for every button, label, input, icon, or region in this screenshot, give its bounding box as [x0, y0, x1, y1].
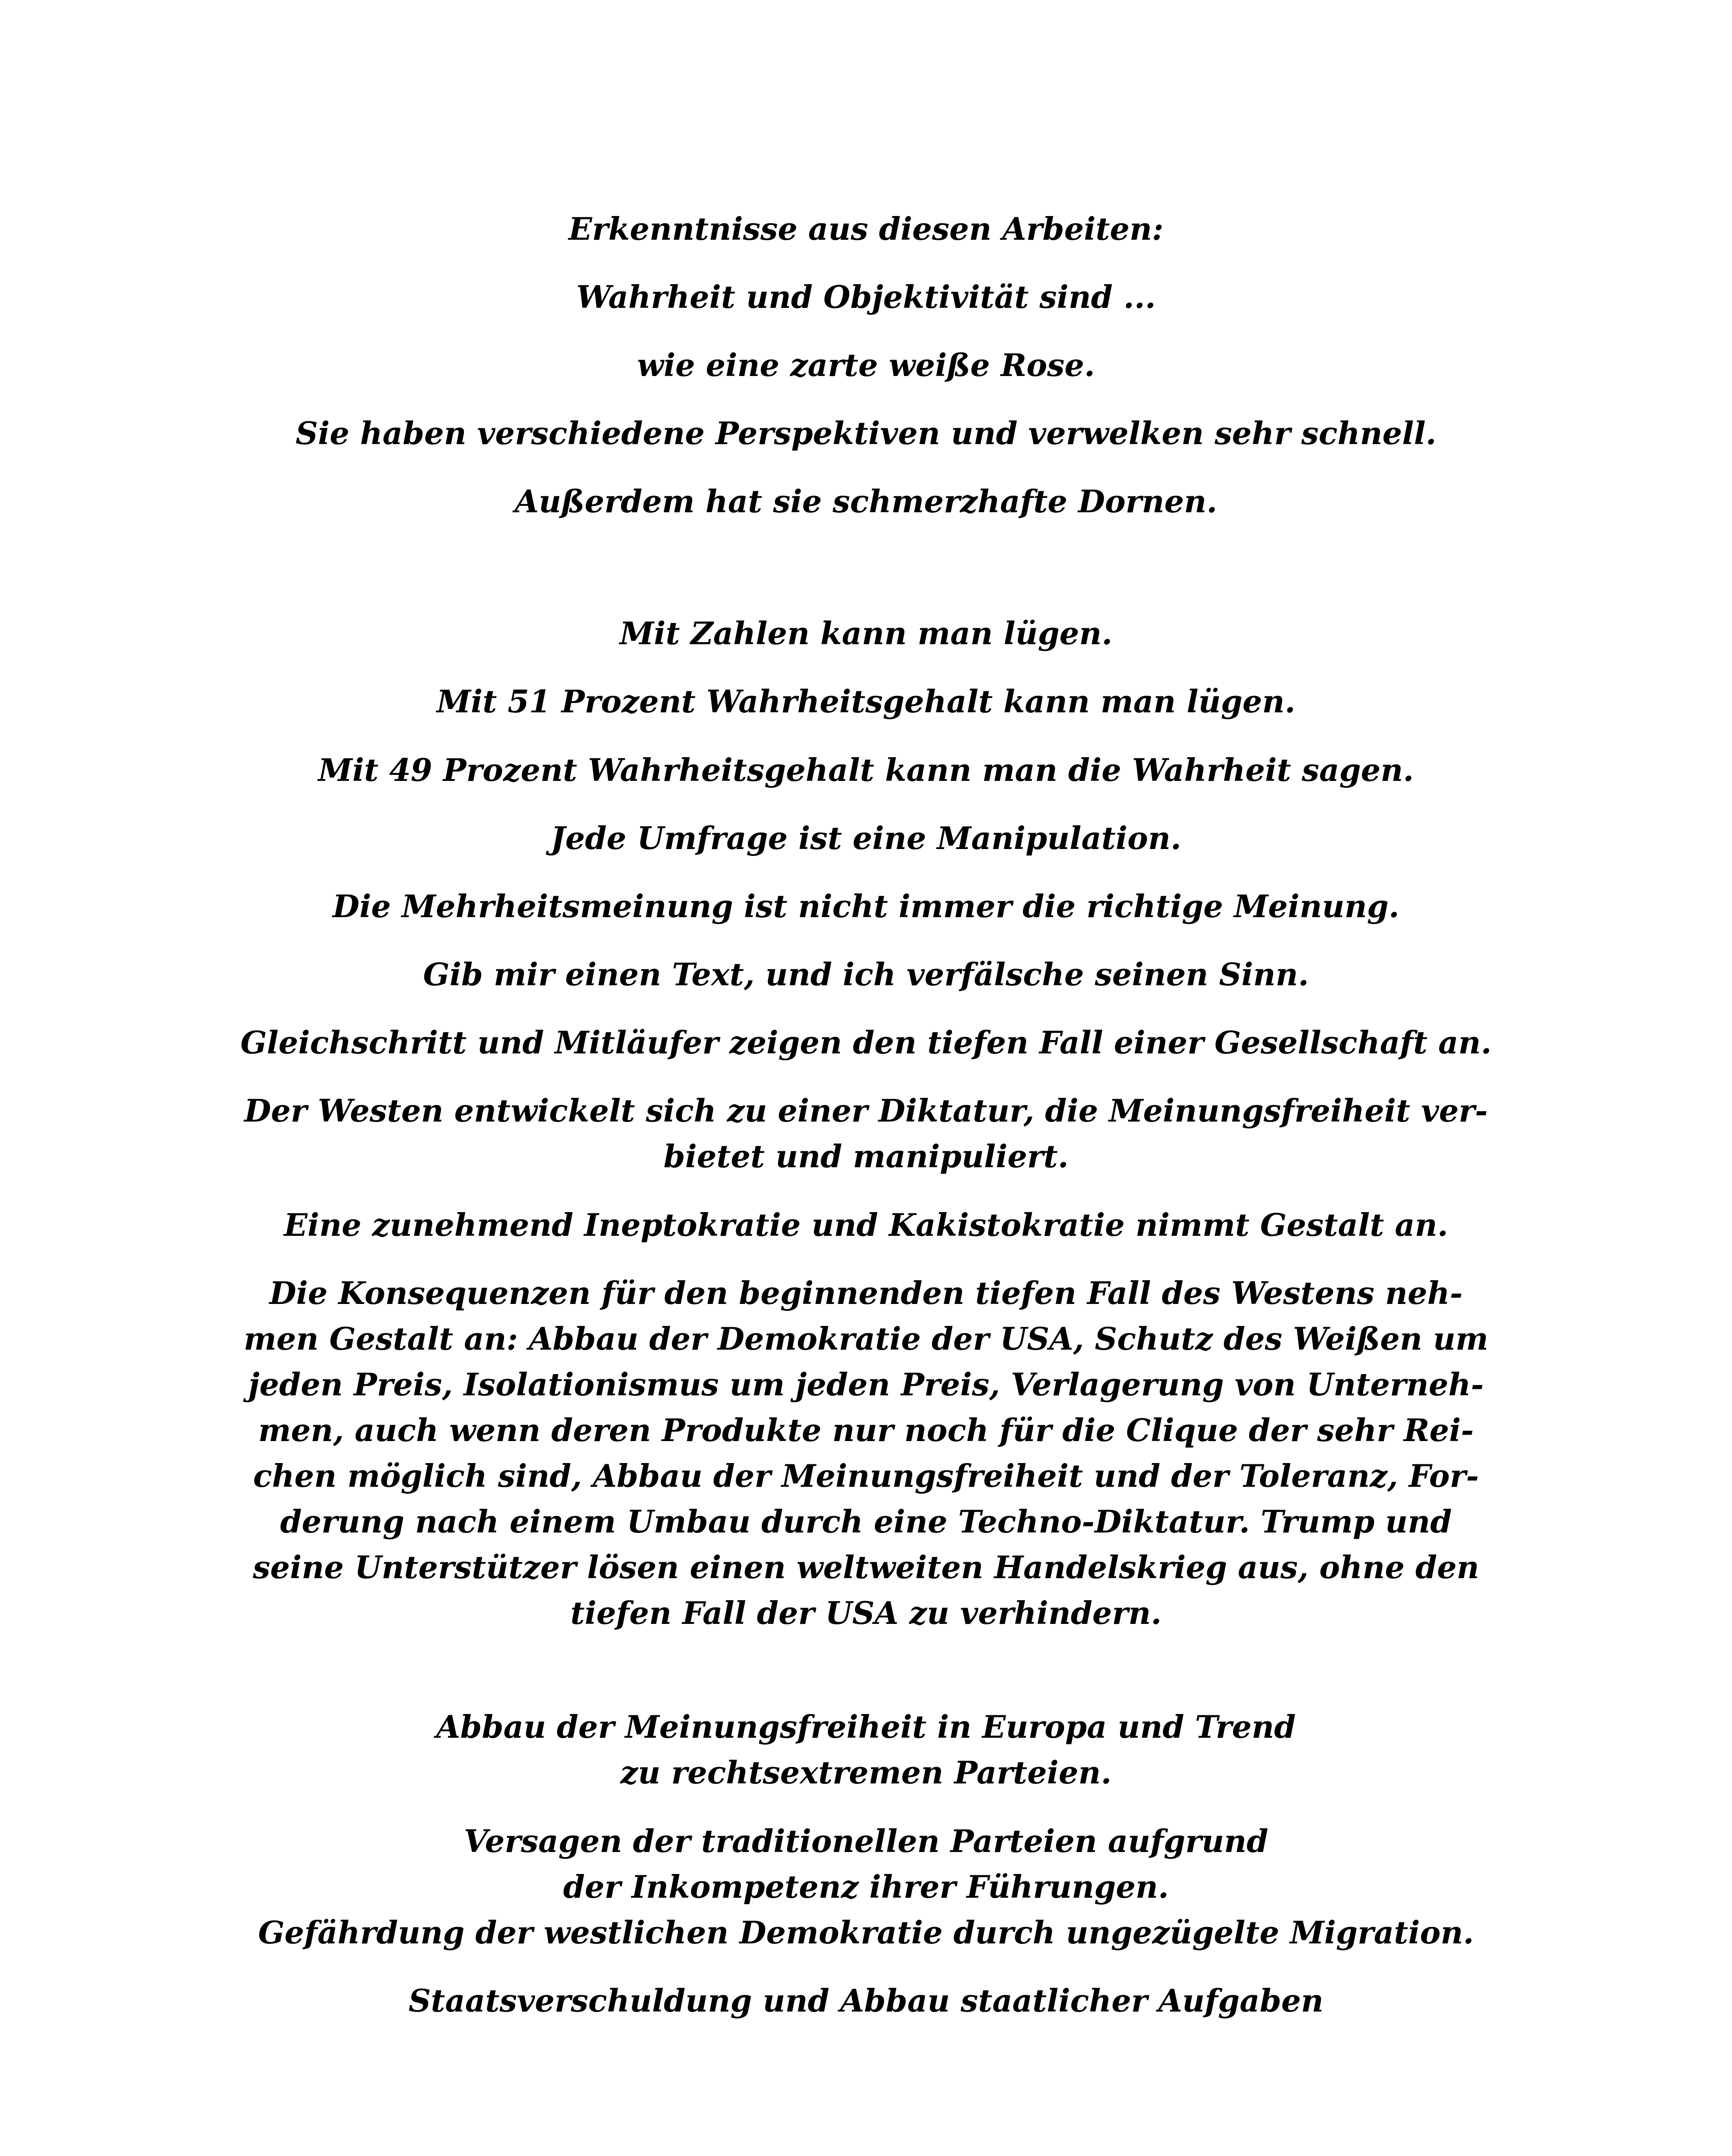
consequences-line: men Gestalt an: Abbau der Demokratie der USA, Schutz des Weißen um: [244, 1321, 1488, 1357]
western-dictatorship-line: Der Westen entwickelt sich zu einer Diktatur, die Meinungsfreiheit ver-: [244, 1093, 1488, 1129]
statement-line: Jede Umfrage ist eine Manipulation.: [550, 820, 1182, 856]
parties-line: der Inkompetenz ihrer Führungen.: [563, 1869, 1169, 1905]
europe-line: Abbau der Meinungsfreiheit in Europa und Trend: [436, 1709, 1296, 1745]
statement-line: Mit Zahlen kann man lügen.: [619, 615, 1113, 652]
consequences-line: Die Konsequenzen für den beginnenden tiefen Fall des Westens neh-: [269, 1275, 1463, 1311]
western-dictatorship-line: bietet und manipuliert.: [663, 1138, 1069, 1175]
debt-line: Staatsverschuldung und Abbau staatlicher Aufgaben: [408, 1983, 1324, 2019]
heading-line: Wahrheit und Objektivität sind ...: [576, 279, 1156, 315]
statement-line: Gib mir einen Text, und ich verfälsche seinen Sinn.: [423, 956, 1309, 993]
consequences-line: derung nach einem Umbau durch eine Techno-Diktatur. Trump und: [280, 1504, 1452, 1540]
statement-line: Mit 49 Prozent Wahrheitsgehalt kann man die Wahrheit sagen.: [318, 752, 1414, 788]
consequences-line: tiefen Fall der USA zu verhindern.: [570, 1595, 1162, 1631]
consequences-line: men, auch wenn deren Produkte nur noch für die Clique der sehr Rei-: [258, 1412, 1474, 1448]
statement-line: Mit 51 Prozent Wahrheitsgehalt kann man lügen.: [436, 683, 1296, 720]
parties-line: Versagen der traditionellen Parteien aufgrund: [464, 1823, 1268, 1859]
consequences-line: jeden Preis, Isolationismus um jeden Preis, Verlagerung von Unterneh-: [248, 1366, 1484, 1403]
heading-line: Erkenntnisse aus diesen Arbeiten:: [568, 211, 1164, 247]
statement-line: Die Mehrheitsmeinung ist nicht immer die richtige Meinung.: [333, 888, 1399, 924]
statement-line: Gleichschritt und Mitläufer zeigen den tiefen Fall einer Gesellschaft an.: [240, 1025, 1492, 1061]
ineptocracy-line: Eine zunehmend Ineptokratie und Kakistokratie nimmt Gestalt an.: [284, 1207, 1448, 1243]
europe-line: zu rechtsextremen Parteien.: [620, 1755, 1112, 1791]
heading-line: Sie haben verschiedene Perspektiven und verwelken sehr schnell.: [295, 415, 1437, 451]
heading-line: wie eine zarte weiße Rose.: [637, 347, 1095, 383]
consequences-line: chen möglich sind, Abbau der Meinungsfreiheit und der Toleranz, For-: [253, 1458, 1479, 1494]
heading-line: Außerdem hat sie schmerzhafte Dornen.: [515, 483, 1217, 520]
consequences-line: seine Unterstützer lösen einen weltweiten Handelskrieg aus, ohne den: [253, 1549, 1479, 1586]
parties-line: Gefährdung der westlichen Demokratie durch ungezügelte Migration.: [258, 1915, 1474, 1951]
